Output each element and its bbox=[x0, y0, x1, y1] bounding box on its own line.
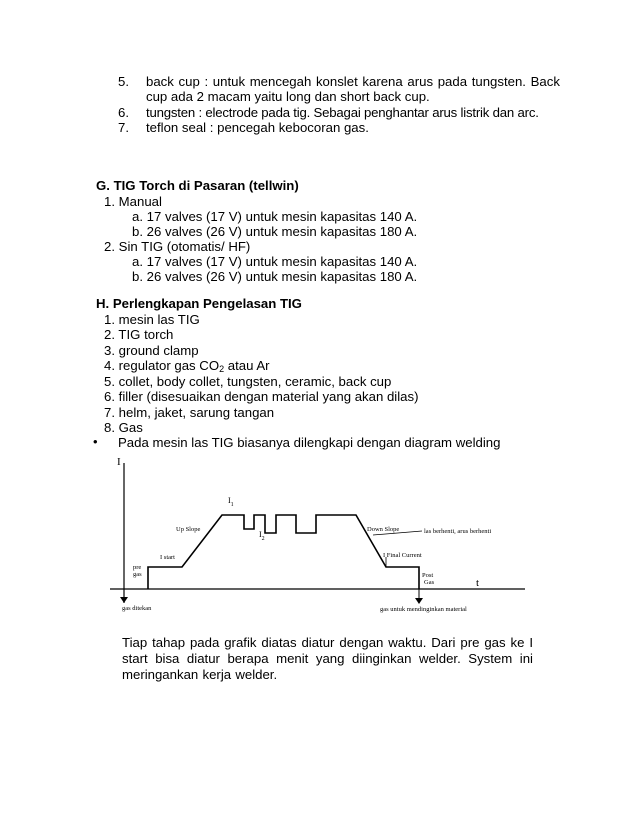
section-h-item-4-text: 4. regulator gas CO bbox=[104, 358, 220, 373]
bullet-icon: • bbox=[93, 434, 98, 449]
bullet-text: Pada mesin las TIG biasanya dilengkapi dengan diagram welding bbox=[118, 435, 501, 450]
axis-t-label: t bbox=[476, 577, 480, 589]
section-h-item-7: 7. helm, jaket, sarung tangan bbox=[104, 405, 275, 420]
section-h-item-1: 1. mesin las TIG bbox=[104, 312, 200, 327]
pre-gas-label-1: pre bbox=[133, 564, 142, 571]
section-h-item-4 bbox=[104, 358, 270, 373]
up-slope-label: Up Slope bbox=[176, 526, 201, 533]
list-item-5-line-2: cup ada 2 macam yaitu long dan short back cup. bbox=[146, 89, 430, 104]
post-gas-arrow-icon bbox=[415, 598, 423, 604]
section-g-item-2a: a. 17 valves (17 V) untuk mesin kapasitas 140 A. bbox=[132, 254, 418, 269]
i-start-label: I start bbox=[160, 554, 175, 561]
section-g-item-1a: a. 17 valves (17 V) untuk mesin kapasitas 140 A. bbox=[132, 209, 418, 224]
i2-main: I bbox=[259, 530, 262, 539]
list-item-5-line-1: back cup : untuk mencegah konslet karena arus pada tungsten. Back bbox=[146, 74, 560, 89]
section-g-item-2b: b. 26 valves (26 V) untuk mesin kapasitas 180 A. bbox=[132, 269, 418, 284]
list-item-6: tungsten : electrode pada tig. Sebagai penghantar arus listrik dan arc. bbox=[146, 105, 539, 120]
gas-ditekan-label: gas ditekan bbox=[122, 605, 152, 612]
list-number-5: 5. bbox=[118, 74, 129, 89]
i2-label bbox=[259, 530, 265, 542]
post-gas-label-1: Post bbox=[422, 572, 434, 579]
i1-main: I bbox=[228, 496, 231, 505]
closing-paragraph: Tiap tahap pada grafik diatas diatur dengan waktu. Dari pre gas ke I start bisa diatur berapa menit yang diinginkan welder. System ini meringankan kerja welder. bbox=[122, 635, 533, 682]
section-h-item-8: 8. Gas bbox=[104, 420, 143, 435]
welding-diagram bbox=[100, 453, 530, 613]
las-berhenti-label: las berhenti, arus berhenti bbox=[424, 528, 492, 535]
section-g-item-1b: b. 26 valves (26 V) untuk mesin kapasitas 180 A. bbox=[132, 224, 418, 239]
section-g-heading: G. TIG Torch di Pasaran (tellwin) bbox=[96, 178, 299, 193]
section-h-heading: H. Perlengkapan Pengelasan TIG bbox=[96, 296, 302, 311]
post-gas-label-2: Gas bbox=[424, 579, 435, 586]
section-g-item-1: 1. Manual bbox=[104, 194, 162, 209]
co2-subscript: 2 bbox=[219, 364, 225, 374]
section-h-item-6: 6. filler (disesuaikan dengan material yang akan dilas) bbox=[104, 389, 419, 404]
section-g-item-2: 2. Sin TIG (otomatis/ HF) bbox=[104, 239, 251, 254]
final-current-label: I Final Current bbox=[383, 552, 422, 559]
i1-sub: 1 bbox=[230, 502, 234, 508]
list-item-7: teflon seal : pencegah kebocoran gas. bbox=[146, 120, 369, 135]
pre-gas-label-2: gas bbox=[133, 571, 142, 578]
i1-label bbox=[228, 496, 234, 508]
list-number-7: 7. bbox=[118, 120, 129, 135]
gas-ditekan-arrow-icon bbox=[120, 597, 128, 603]
section-h-item-3: 3. ground clamp bbox=[104, 343, 199, 358]
down-slope-label: Down Slope bbox=[367, 526, 400, 533]
section-h-item-2: 2. TIG torch bbox=[104, 327, 174, 342]
list-number-6: 6. bbox=[118, 105, 129, 120]
section-h-item-4-suffix: atau Ar bbox=[224, 358, 270, 373]
i2-sub: 2 bbox=[261, 536, 265, 542]
axis-i-label: I bbox=[117, 456, 121, 468]
section-h-item-5: 5. collet, body collet, tungsten, ceramic, back cup bbox=[104, 374, 392, 389]
gas-pendingin-label: gas untuk mendinginkan material bbox=[380, 606, 467, 613]
